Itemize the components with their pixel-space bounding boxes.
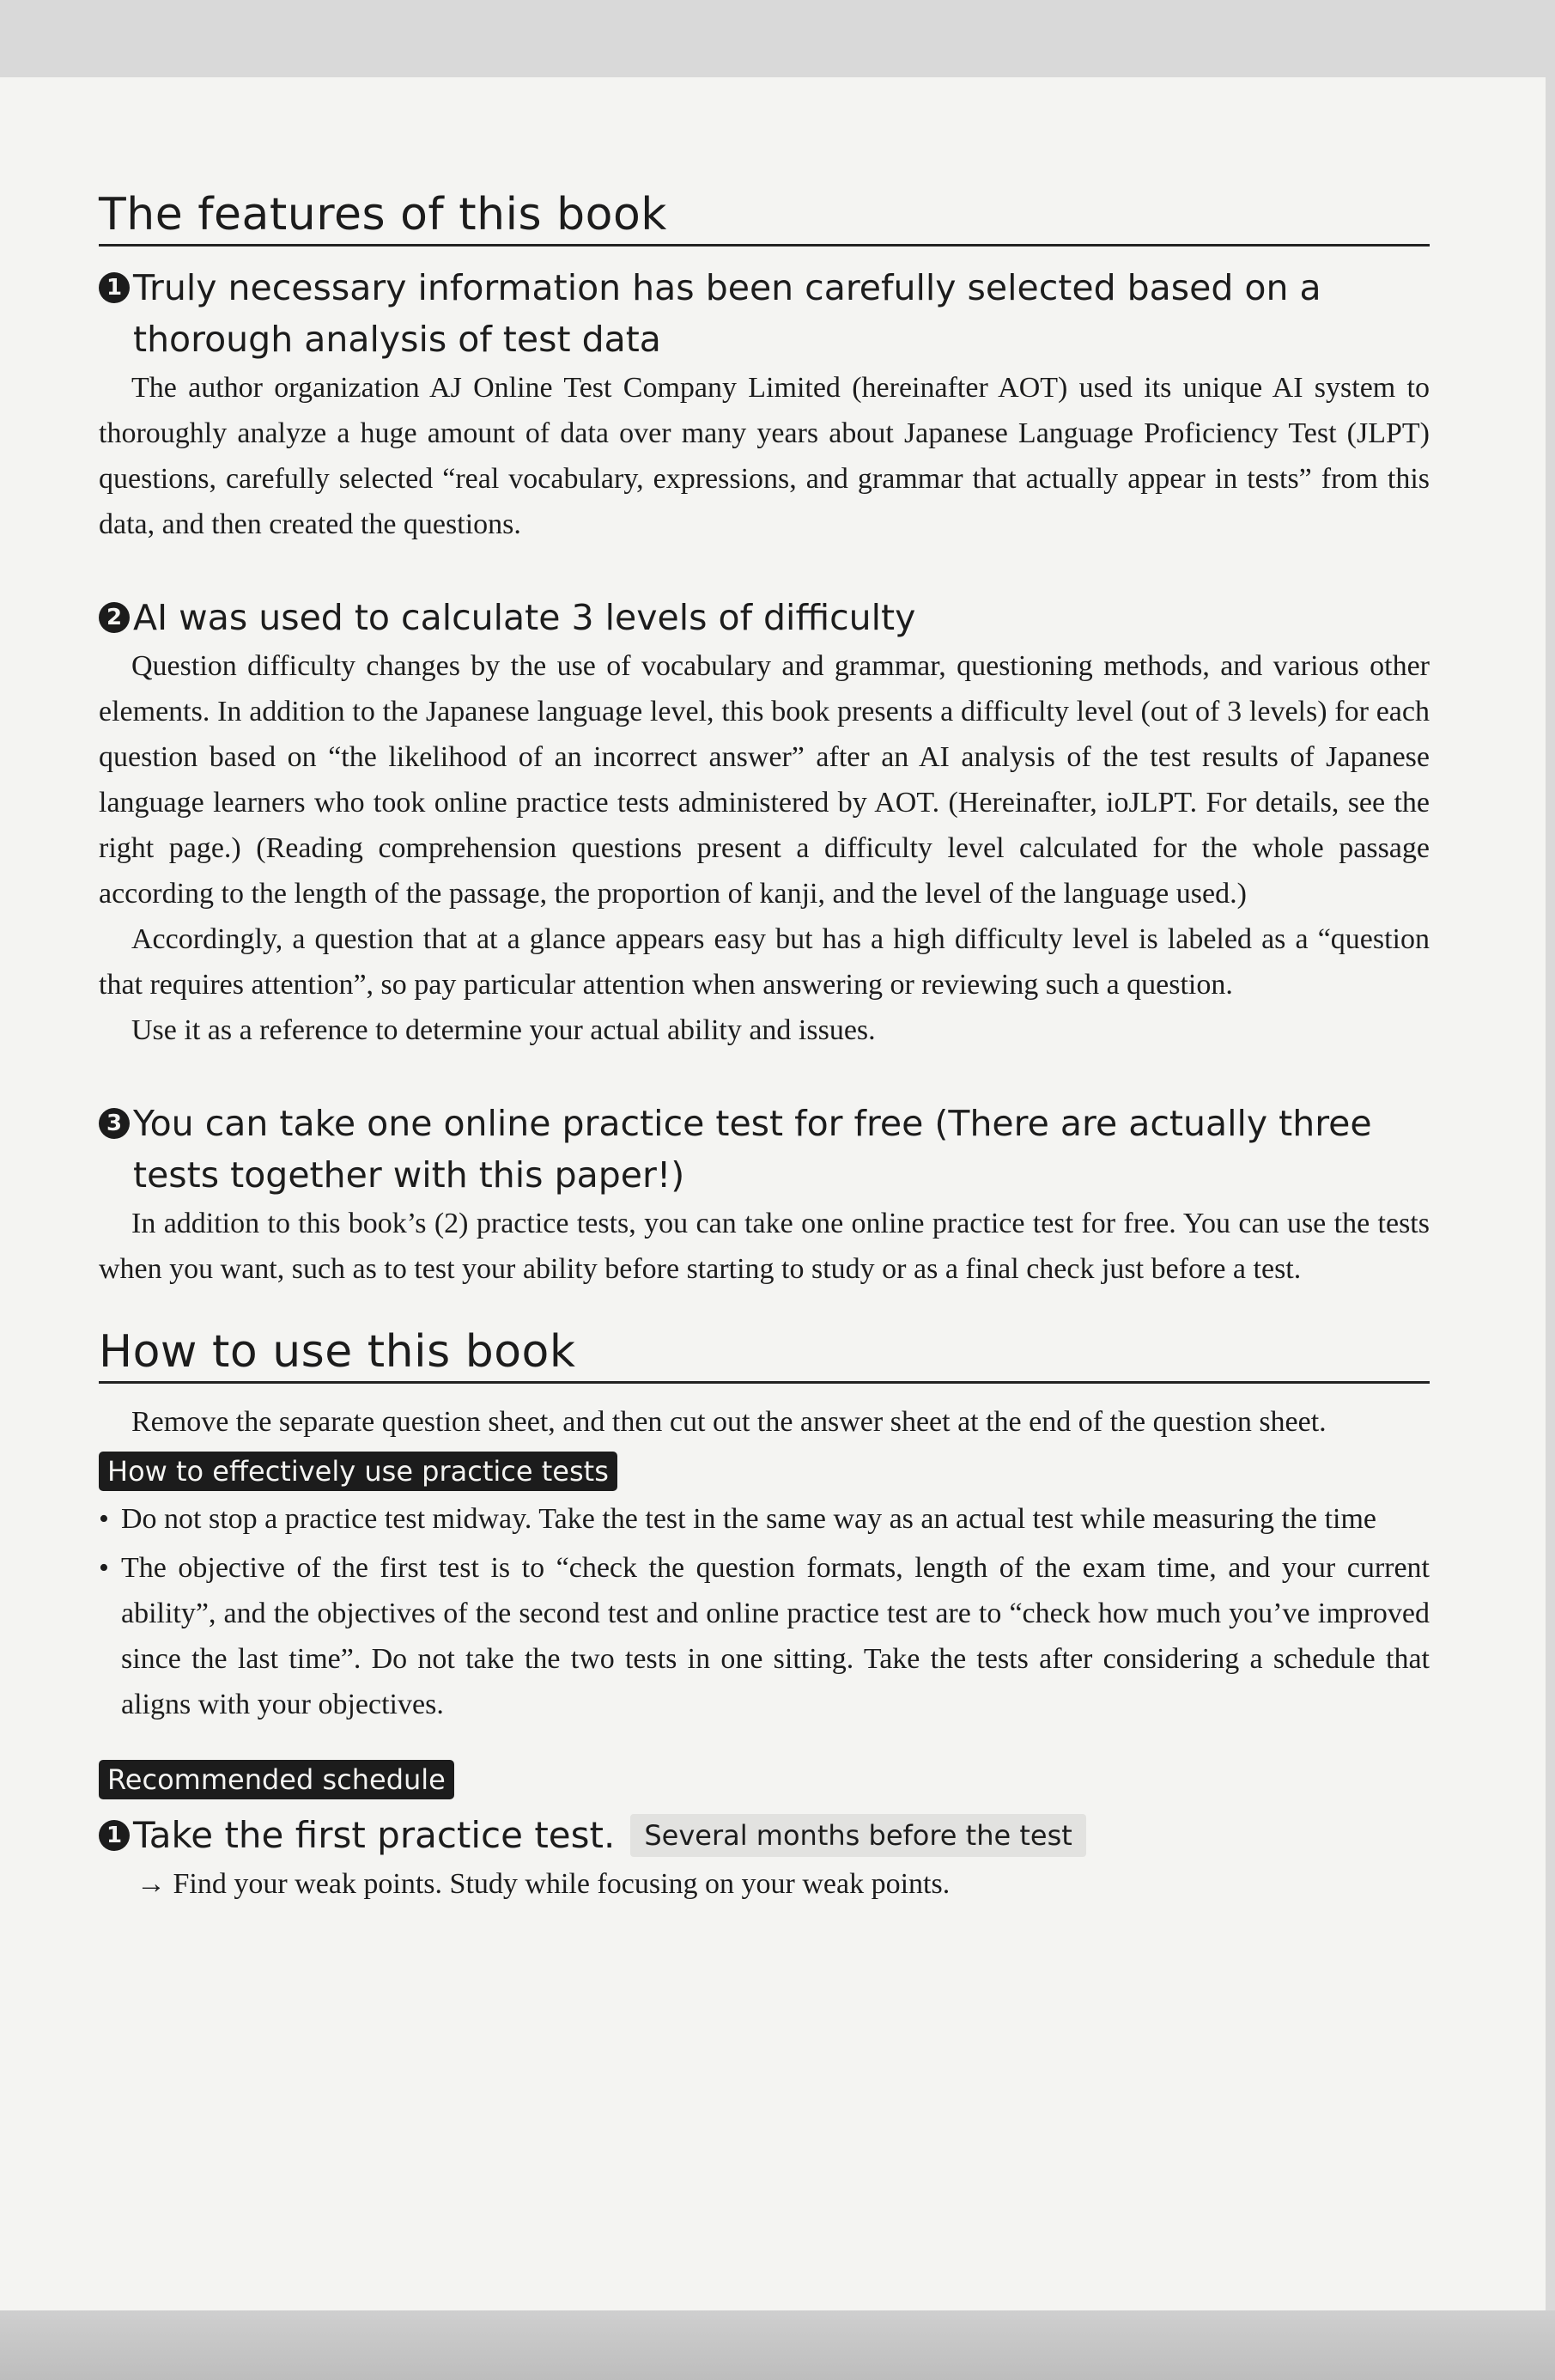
number-badge-icon: 2 xyxy=(99,602,130,633)
effective-use-label: How to effectively use practice tests xyxy=(99,1452,617,1491)
feature-heading xyxy=(99,592,1430,643)
bullet-icon: • xyxy=(99,1552,109,1584)
howto-intro: Remove the separate question sheet, and then cut out the answer sheet at the end of the question sheet. xyxy=(131,1406,1327,1438)
list-item: • The objective of the first test is to “check the question formats, length of the exam time, and your current ability”, and the objectives of the second test and online practice test are to “check how much you’ve improved since the last time”. Do not take the two tests in one sitting. Take the tests after considering a schedule that aligns with your objectives. xyxy=(99,1545,1430,1727)
feature-heading xyxy=(99,262,1430,365)
feature-item-2 xyxy=(99,592,1430,1053)
number-badge-icon: 3 xyxy=(99,1108,130,1139)
list-item: • Do not stop a practice test midway. Take the test in the same way as an actual test while measuring the time xyxy=(99,1496,1430,1542)
number-badge-icon: 1 xyxy=(99,272,130,303)
feature-heading-line: Truly necessary information has been carefully selected based on a xyxy=(133,267,1321,308)
schedule-step-1 xyxy=(99,1810,1430,1861)
feature-heading-line: tests together with this paper!) xyxy=(133,1154,685,1196)
feature-paragraph: Use it as a reference to determine your actual ability and issues. xyxy=(131,1014,876,1046)
feature-heading-line: thorough analysis of test data xyxy=(133,319,661,360)
feature-paragraph: In addition to this book’s (2) practice tests, you can take one online practice test for free. You can use the tests when you want, such as to test your ability before starting to study or as a final check just before a test. xyxy=(99,1208,1430,1285)
tips-list xyxy=(99,1496,1430,1727)
page-content xyxy=(99,189,1430,1907)
features-section-title: The features of this book xyxy=(99,189,1430,247)
schedule-label: Recommended schedule xyxy=(99,1760,454,1799)
feature-heading-line: You can take one online practice test for free (There are actually three xyxy=(133,1103,1372,1144)
feature-paragraph: The author organization AJ Online Test Company Limited (hereinafter AOT) used its unique AI system to thoroughly analyze a huge amount of data over many years about Japanese Language Proficiency Test (JLPT) questions, carefully selected “real vocabulary, expressions, and grammar that actually appear in tests” from this data, and then created the questions. xyxy=(99,372,1430,540)
schedule-step-text: Take the first practice test. xyxy=(133,1814,616,1856)
schedule-step-note: → Find your weak points. Study while focusing on your weak points. xyxy=(137,1868,951,1900)
howto-section-title: How to use this book xyxy=(99,1326,1430,1384)
feature-item-3 xyxy=(99,1098,1430,1292)
timing-tag: Several months before the test xyxy=(630,1814,1085,1857)
feature-paragraph: Accordingly, a question that at a glance appears easy but has a high difficulty level is labeled as a “question that requires attention”, so pay particular attention when answering or reviewing such a question. xyxy=(99,923,1430,1001)
feature-heading-line: AI was used to calculate 3 levels of difficulty xyxy=(133,597,916,638)
bullet-icon: • xyxy=(99,1503,109,1535)
feature-paragraph: Question difficulty changes by the use of vocabulary and grammar, questioning methods, and various other elements. In addition to the Japanese language level, this book presents a difficulty level (out of 3 levels) for each question based on “the likelihood of an incorrect answer” after an AI analysis of the test results of Japanese language learners who took online practice tests administered by AOT. (Hereinafter, ioJLPT. For details, see the right page.) (Reading comprehension questions present a difficulty level calculated for the whole passage according to the length of the passage, the proportion of kanji, and the level of the language used.) xyxy=(99,650,1430,910)
feature-heading xyxy=(99,1098,1430,1201)
number-badge-icon: 1 xyxy=(99,1820,130,1851)
page-edge-shadow xyxy=(0,2310,1555,2380)
feature-item-1 xyxy=(99,262,1430,547)
